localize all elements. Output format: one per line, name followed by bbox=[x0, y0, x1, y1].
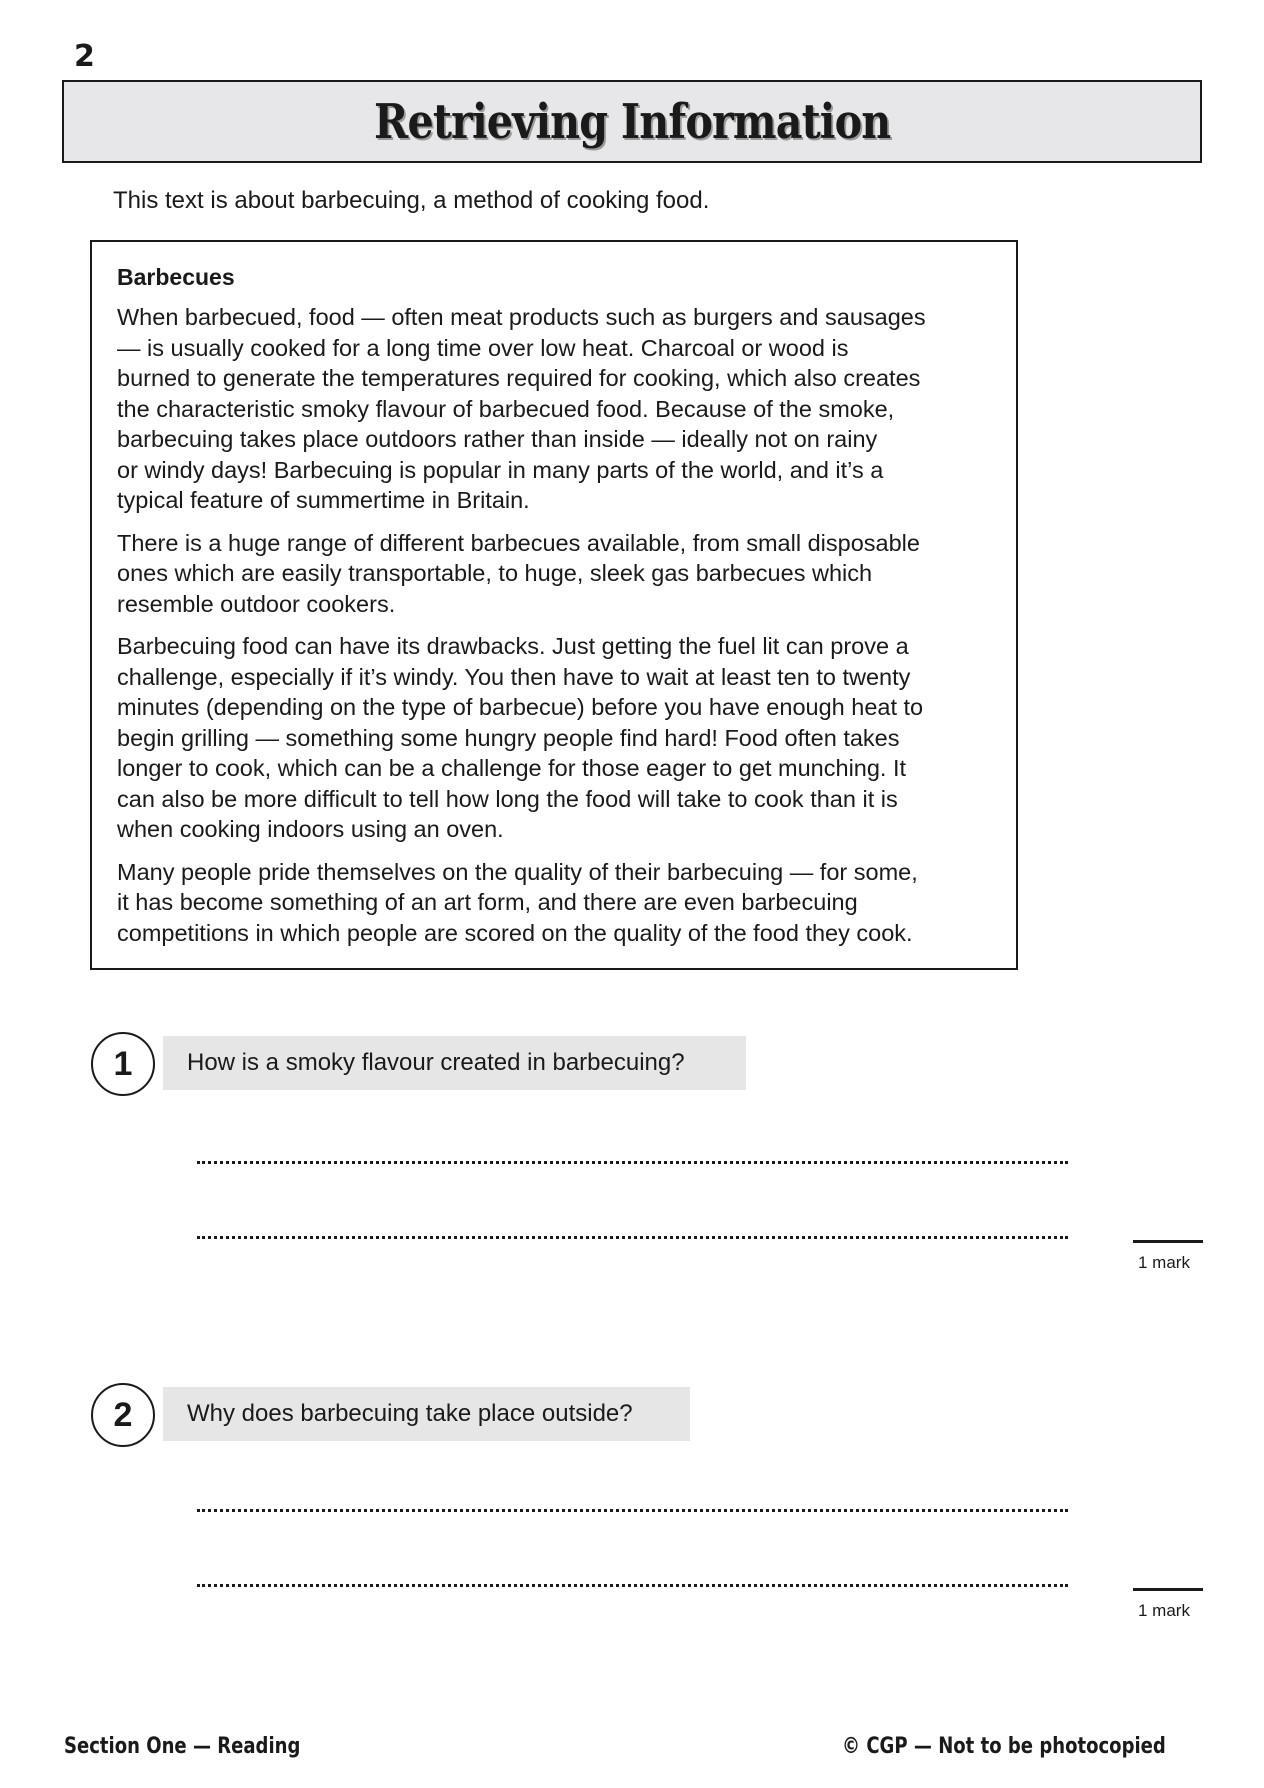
question-2-mark-box bbox=[1133, 1588, 1203, 1591]
question-text: How is a smoky flavour created in barbecuing? bbox=[187, 1049, 685, 1076]
passage-line: when cooking indoors using an oven. bbox=[117, 816, 504, 842]
passage-line: minutes (depending on the type of barbecue) before you have enough heat to bbox=[117, 694, 924, 720]
page-number: 2 bbox=[74, 39, 95, 74]
question-2-prompt bbox=[163, 1387, 690, 1441]
footer-section-label: Section One — Reading bbox=[64, 1734, 301, 1759]
passage-line: barbecuing takes place outdoors rather than inside — ideally not on rainy bbox=[117, 426, 878, 452]
passage-paragraph-3 bbox=[117, 631, 1002, 845]
passage-line: begin grilling — something some hungry people find hard! Food often takes bbox=[117, 724, 900, 751]
passage-line: When barbecued, food — often meat products such as burgers and sausages bbox=[117, 304, 926, 330]
question-number: 1 bbox=[113, 1044, 133, 1083]
question-1-answer-line-2[interactable] bbox=[197, 1236, 1068, 1239]
passage-line: it has become something of an art form, and there are even barbecuing bbox=[117, 889, 858, 915]
question-2-mark-label: 1 mark bbox=[1138, 1601, 1190, 1620]
passage-line: — is usually cooked for a long time over low heat. Charcoal or wood is bbox=[117, 334, 849, 361]
passage-line: ones which are easily transportable, to huge, sleek gas barbecues which bbox=[117, 560, 873, 586]
question-2-answer-line-2[interactable] bbox=[197, 1584, 1068, 1587]
question-1-prompt bbox=[163, 1036, 746, 1090]
question-2-number-badge bbox=[91, 1383, 155, 1447]
passage-line: longer to cook, which can be a challenge for those eager to get munching. It bbox=[117, 755, 907, 781]
reading-passage bbox=[90, 240, 1018, 970]
passage-line: typical feature of summertime in Britain. bbox=[117, 487, 530, 513]
footer-copyright: © CGP — Not to be photocopied bbox=[842, 1734, 1166, 1759]
passage-line: challenge, especially if it’s windy. You then have to wait at least ten to twenty bbox=[117, 663, 911, 690]
question-1-number-badge bbox=[91, 1032, 155, 1096]
question-1-answer-line-1[interactable] bbox=[197, 1161, 1068, 1164]
passage-line: Many people pride themselves on the quality of their barbecuing — for some, bbox=[117, 858, 918, 885]
passage-line: or windy days! Barbecuing is popular in many parts of the world, and it’s a bbox=[117, 456, 884, 483]
intro-text: This text is about barbecuing, a method of cooking food. bbox=[113, 187, 710, 214]
passage-line: resemble outdoor cookers. bbox=[117, 590, 396, 617]
page-title: Retrieving Information bbox=[373, 93, 891, 150]
question-1-mark-label: 1 mark bbox=[1138, 1253, 1190, 1272]
passage-line: burned to generate the temperatures required for cooking, which also creates bbox=[117, 365, 921, 391]
passage-line: competitions in which people are scored on the quality of the food they cook. bbox=[117, 919, 913, 946]
question-1-mark-box bbox=[1133, 1240, 1203, 1243]
title-banner bbox=[62, 80, 1202, 163]
passage-line: There is a huge range of different barbecues available, from small disposable bbox=[117, 529, 920, 556]
passage-paragraph-1 bbox=[117, 302, 1002, 516]
question-text: Why does barbecuing take place outside? bbox=[187, 1400, 633, 1427]
passage-line: Barbecuing food can have its drawbacks. Just getting the fuel lit can prove a bbox=[117, 633, 909, 659]
passage-paragraph-4 bbox=[117, 857, 1002, 949]
question-2-answer-line-1[interactable] bbox=[197, 1509, 1068, 1512]
passage-line: the characteristic smoky flavour of barbecued food. Because of the smoke, bbox=[117, 395, 895, 422]
passage-paragraph-2 bbox=[117, 528, 1002, 620]
passage-heading: Barbecues bbox=[117, 264, 235, 290]
passage-line: can also be more difficult to tell how long the food will take to cook than it is bbox=[117, 785, 898, 812]
question-number: 2 bbox=[113, 1395, 133, 1434]
